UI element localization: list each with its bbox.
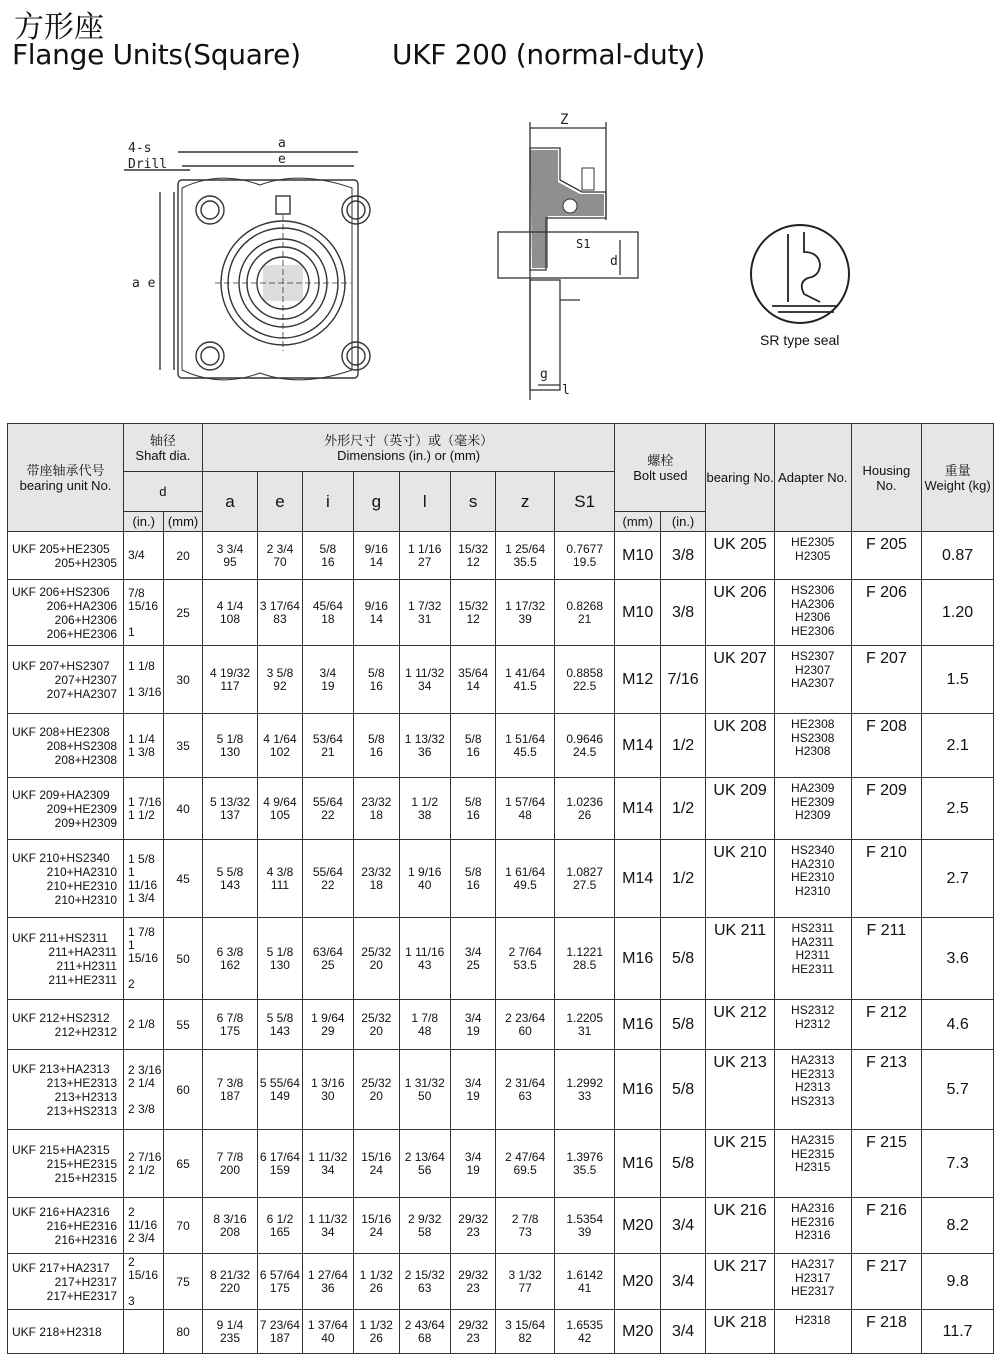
dim-d-label: d <box>610 254 618 269</box>
shaft-mm-cell: 80 <box>164 1310 202 1354</box>
dim-g-head: g <box>354 472 399 532</box>
bolt-in-cell: 5/8 <box>660 1050 705 1130</box>
dim-s1-cell: 1.2205 31 <box>554 1000 615 1050</box>
dim-a-head: a <box>202 472 258 532</box>
shaft-mm-cell: 60 <box>164 1050 202 1130</box>
unit-cell: UKF 216+HA2316 216+HE2316 216+H2316 <box>8 1198 124 1254</box>
housing-cell: F 213 <box>851 1050 922 1130</box>
dim-g-cell: 5/8 16 <box>354 646 399 714</box>
adapter-cell: HS2311 HA2311 H2311 HE2311 <box>774 918 851 1000</box>
dim-s-head: s <box>450 472 495 532</box>
unit-cell: UKF 218+H2318 <box>8 1310 124 1354</box>
dim-a-cell: 4 1/4 108 <box>202 580 258 646</box>
dim-z-cell: 1 41/64 41.5 <box>496 646 555 714</box>
table-row <box>8 918 994 1000</box>
adapter-cell: HA2315 HE2315 H2315 <box>774 1130 851 1198</box>
shaft-mm-cell: 40 <box>164 778 202 840</box>
dim-a-cell: 5 5/8 143 <box>202 840 258 918</box>
housing-cell: F 215 <box>851 1130 922 1198</box>
shaft-in-cell <box>124 1310 164 1354</box>
table-row <box>8 532 994 580</box>
bolt-in-cell: 5/8 <box>660 1000 705 1050</box>
unit-cell: UKF 209+HA2309 209+HE2309 209+H2309 <box>8 778 124 840</box>
adapter-cell: HE2308 HS2308 H2308 <box>774 714 851 778</box>
dim-e-cell: 4 1/64 102 <box>258 714 302 778</box>
dim-e-cell: 5 5/8 143 <box>258 1000 302 1050</box>
shaft-in-cell: 7/8 15/16 1 <box>124 580 164 646</box>
bolt-in-cell: 1/2 <box>660 778 705 840</box>
dim-a-cell: 5 1/8 130 <box>202 714 258 778</box>
table-row <box>8 1198 994 1254</box>
unit-cell: UKF 207+HS2307 207+H2307 207+HA2307 <box>8 646 124 714</box>
unit-cell: UKF 212+HS2312 212+H2312 <box>8 1000 124 1050</box>
dim-s1-cell: 1.3976 35.5 <box>554 1130 615 1198</box>
dim-e-cell: 4 3/8 111 <box>258 840 302 918</box>
dim-a-cell: 6 7/8 175 <box>202 1000 258 1050</box>
bolt-mm-cell: M10 <box>615 580 660 646</box>
dim-e-cell: 5 55/64 149 <box>258 1050 302 1130</box>
bearing-cell: UK 215 <box>706 1130 775 1198</box>
dim-e-cell: 7 23/64 187 <box>258 1310 302 1354</box>
dim-s-cell: 5/8 16 <box>450 840 495 918</box>
dim-a-cell: 7 3/8 187 <box>202 1050 258 1130</box>
dim-a-label: a <box>278 136 286 151</box>
shaft-in-cell: 2 15/16 3 <box>124 1254 164 1310</box>
dim-i-cell: 45/64 18 <box>302 580 353 646</box>
dim-z-cell: 1 17/32 39 <box>496 580 555 646</box>
bolt-in-head: (in.) <box>660 512 705 532</box>
bolt-in-cell: 5/8 <box>660 1130 705 1198</box>
table-row <box>8 1310 994 1354</box>
drill-label: Drill <box>128 157 168 172</box>
shaft-mm-head: (mm) <box>164 512 202 532</box>
dim-side-label: a e <box>132 276 156 291</box>
dim-e-cell: 3 17/64 83 <box>258 580 302 646</box>
dim-g-cell: 25/32 20 <box>354 1000 399 1050</box>
dim-s-cell: 5/8 16 <box>450 778 495 840</box>
bolt-mm-cell: M16 <box>615 1000 660 1050</box>
dim-i-cell: 55/64 22 <box>302 840 353 918</box>
dim-a-cell: 5 13/32 137 <box>202 778 258 840</box>
bolt-mm-cell: M12 <box>615 646 660 714</box>
col-bearing-header: bearing No. <box>706 424 775 532</box>
bolt-in-cell: 3/8 <box>660 580 705 646</box>
shaft-in-head: (in.) <box>124 512 164 532</box>
dim-l-cell: 1 9/16 40 <box>399 840 450 918</box>
bolt-mm-cell: M14 <box>615 778 660 840</box>
dim-z-cell: 1 61/64 49.5 <box>496 840 555 918</box>
bearing-cell: UK 212 <box>706 1000 775 1050</box>
unit-cell: UKF 210+HS2340 210+HA2310 210+HE2310 210+H2310 <box>8 840 124 918</box>
dim-g-cell: 15/16 24 <box>354 1130 399 1198</box>
dim-z-cell: 1 57/64 48 <box>496 778 555 840</box>
bolt-mm-cell: M16 <box>615 1050 660 1130</box>
dim-a-cell: 9 1/4 235 <box>202 1310 258 1354</box>
dim-s-cell: 15/32 12 <box>450 580 495 646</box>
bolt-mm-cell: M14 <box>615 840 660 918</box>
col-housing-header: Housing No. <box>851 424 922 532</box>
dim-l-cell: 2 43/64 68 <box>399 1310 450 1354</box>
dim-g-cell: 1 1/32 26 <box>354 1254 399 1310</box>
dim-s-cell: 3/4 19 <box>450 1130 495 1198</box>
dim-l-cell: 1 31/32 50 <box>399 1050 450 1130</box>
dim-l-cell: 1 1/16 27 <box>399 532 450 580</box>
dim-a-cell: 6 3/8 162 <box>202 918 258 1000</box>
dim-e-cell: 5 1/8 130 <box>258 918 302 1000</box>
dim-a-cell: 4 19/32 117 <box>202 646 258 714</box>
bolt-in-cell: 1/2 <box>660 840 705 918</box>
weight-cell: 5.7 <box>922 1050 994 1130</box>
shaft-in-cell: 2 11/16 2 3/4 <box>124 1198 164 1254</box>
bearing-cell: UK 205 <box>706 532 775 580</box>
bolt-mm-cell: M14 <box>615 714 660 778</box>
shaft-mm-cell: 45 <box>164 840 202 918</box>
dim-s1-cell: 1.1221 28.5 <box>554 918 615 1000</box>
adapter-cell: HE2305 H2305 <box>774 532 851 580</box>
dim-g-cell: 9/16 14 <box>354 532 399 580</box>
housing-cell: F 217 <box>851 1254 922 1310</box>
dim-s-cell: 5/8 16 <box>450 714 495 778</box>
dim-g-cell: 23/32 18 <box>354 778 399 840</box>
dim-s1-label: S1 <box>576 237 591 251</box>
dim-s1-cell: 1.2992 33 <box>554 1050 615 1130</box>
dim-s-cell: 3/4 19 <box>450 1050 495 1130</box>
series-title: UKF 200 (normal-duty) <box>392 38 706 71</box>
adapter-cell: HS2340 HA2310 HE2310 H2310 <box>774 840 851 918</box>
dim-s1-cell: 1.0236 26 <box>554 778 615 840</box>
table-row <box>8 714 994 778</box>
unit-cell: UKF 217+HA2317 217+H2317 217+HE2317 <box>8 1254 124 1310</box>
adapter-cell: HA2313 HE2313 H2313 HS2313 <box>774 1050 851 1130</box>
shaft-in-cell: 2 3/16 2 1/4 2 3/8 <box>124 1050 164 1130</box>
bearing-cell: UK 206 <box>706 580 775 646</box>
weight-cell: 7.3 <box>922 1130 994 1198</box>
adapter-cell: HA2316 HE2316 H2316 <box>774 1198 851 1254</box>
table-row <box>8 1050 994 1130</box>
dim-s-cell: 29/32 23 <box>450 1198 495 1254</box>
shaft-in-cell: 1 5/8 1 11/16 1 3/4 <box>124 840 164 918</box>
dim-g-cell: 23/32 18 <box>354 840 399 918</box>
dim-g-cell: 9/16 14 <box>354 580 399 646</box>
dim-l-head: l <box>399 472 450 532</box>
table-row <box>8 840 994 918</box>
dim-z-cell: 2 31/64 63 <box>496 1050 555 1130</box>
dim-s1-cell: 1.0827 27.5 <box>554 840 615 918</box>
shaft-mm-cell: 75 <box>164 1254 202 1310</box>
dim-l-cell: 2 9/32 58 <box>399 1198 450 1254</box>
shaft-mm-cell: 70 <box>164 1198 202 1254</box>
dim-i-cell: 53/64 21 <box>302 714 353 778</box>
housing-cell: F 211 <box>851 918 922 1000</box>
table-row <box>8 778 994 840</box>
table-row <box>8 1130 994 1198</box>
unit-cell: UKF 213+HA2313 213+HE2313 213+H2313 213+HS2313 <box>8 1050 124 1130</box>
shaft-in-cell: 1 7/8 1 15/16 2 <box>124 918 164 1000</box>
bearing-cell: UK 217 <box>706 1254 775 1310</box>
title-chinese: 方形座 <box>14 10 104 45</box>
shaft-in-cell: 2 1/8 <box>124 1000 164 1050</box>
shaft-mm-cell: 25 <box>164 580 202 646</box>
bolt-mm-cell: M20 <box>615 1310 660 1354</box>
dim-a-cell: 3 3/4 95 <box>202 532 258 580</box>
dim-z-label: Z <box>560 112 569 128</box>
weight-cell: 1.20 <box>922 580 994 646</box>
housing-cell: F 208 <box>851 714 922 778</box>
col-bolt-header: 螺栓 Bolt used <box>615 424 706 512</box>
dim-i-cell: 63/64 25 <box>302 918 353 1000</box>
seal-caption: SR type seal <box>760 332 840 348</box>
dim-i-cell: 1 3/16 30 <box>302 1050 353 1130</box>
adapter-cell: H2318 <box>774 1310 851 1354</box>
dim-i-cell: 3/4 19 <box>302 646 353 714</box>
dim-a-cell: 7 7/8 200 <box>202 1130 258 1198</box>
dim-i-cell: 5/8 16 <box>302 532 353 580</box>
spec-table <box>7 423 994 1354</box>
bolt-in-cell: 3/8 <box>660 532 705 580</box>
dim-z-cell: 1 25/64 35.5 <box>496 532 555 580</box>
dim-g-cell: 25/32 20 <box>354 1050 399 1130</box>
dim-i-cell: 1 9/64 29 <box>302 1000 353 1050</box>
col-weight-header: 重量 Weight (kg) <box>922 424 994 532</box>
housing-cell: F 210 <box>851 840 922 918</box>
col-shaft-header: 轴径 Shaft dia. <box>124 424 203 472</box>
bolt-in-cell: 5/8 <box>660 918 705 1000</box>
table-row <box>8 580 994 646</box>
table-row <box>8 1000 994 1050</box>
housing-cell: F 218 <box>851 1310 922 1354</box>
unit-cell: UKF 206+HS2306 206+HA2306 206+H2306 206+HE2306 <box>8 580 124 646</box>
dim-i-cell: 1 37/64 40 <box>302 1310 353 1354</box>
shaft-mm-cell: 30 <box>164 646 202 714</box>
holes-label: 4-s <box>128 141 152 156</box>
unit-cell: UKF 215+HA2315 215+HE2315 215+H2315 <box>8 1130 124 1198</box>
shaft-mm-cell: 50 <box>164 918 202 1000</box>
shaft-in-cell: 2 7/16 2 1/2 <box>124 1130 164 1198</box>
dim-s-cell: 35/64 14 <box>450 646 495 714</box>
dim-i-cell: 1 27/64 36 <box>302 1254 353 1310</box>
shaft-mm-cell: 20 <box>164 532 202 580</box>
bearing-cell: UK 218 <box>706 1310 775 1354</box>
bolt-in-cell: 7/16 <box>660 646 705 714</box>
weight-cell: 2.5 <box>922 778 994 840</box>
adapter-cell: HS2312 H2312 <box>774 1000 851 1050</box>
title-english: Flange Units(Square) <box>12 38 301 71</box>
dim-s1-cell: 0.8268 21 <box>554 580 615 646</box>
dim-z-cell: 2 23/64 60 <box>496 1000 555 1050</box>
unit-cell: UKF 211+HS2311 211+HA2311 211+H2311 211+HE2311 <box>8 918 124 1000</box>
dim-s-cell: 3/4 19 <box>450 1000 495 1050</box>
dim-l-cell: 1 1/2 38 <box>399 778 450 840</box>
shaft-mm-cell: 55 <box>164 1000 202 1050</box>
dim-g-cell: 5/8 16 <box>354 714 399 778</box>
bolt-in-cell: 3/4 <box>660 1198 705 1254</box>
unit-cell: UKF 208+HE2308 208+HS2308 208+H2308 <box>8 714 124 778</box>
dim-s1-cell: 1.6535 42 <box>554 1310 615 1354</box>
dim-z-cell: 2 7/64 53.5 <box>496 918 555 1000</box>
dim-g-cell: 15/16 24 <box>354 1198 399 1254</box>
dim-g-cell: 25/32 20 <box>354 918 399 1000</box>
dim-z-cell: 2 7/8 73 <box>496 1198 555 1254</box>
shaft-in-cell: 1 7/16 1 1/2 <box>124 778 164 840</box>
dim-e-cell: 3 5/8 92 <box>258 646 302 714</box>
dim-z-cell: 3 1/32 77 <box>496 1254 555 1310</box>
dim-e-head: e <box>258 472 302 532</box>
dim-i-head: i <box>302 472 353 532</box>
bolt-in-cell: 1/2 <box>660 714 705 778</box>
weight-cell: 3.6 <box>922 918 994 1000</box>
table-row <box>8 646 994 714</box>
dim-s1-cell: 1.5354 39 <box>554 1198 615 1254</box>
bolt-mm-head: (mm) <box>615 512 660 532</box>
housing-cell: F 206 <box>851 580 922 646</box>
dim-s1-cell: 0.7677 19.5 <box>554 532 615 580</box>
table-row <box>8 1254 994 1310</box>
housing-cell: F 212 <box>851 1000 922 1050</box>
dim-l-cell: 1 11/32 34 <box>399 646 450 714</box>
weight-cell: 1.5 <box>922 646 994 714</box>
dim-z-cell: 3 15/64 82 <box>496 1310 555 1354</box>
bolt-in-cell: 3/4 <box>660 1254 705 1310</box>
dim-l-cell: 2 15/32 63 <box>399 1254 450 1310</box>
dim-z-cell: 2 47/64 69.5 <box>496 1130 555 1198</box>
dim-e-cell: 6 57/64 175 <box>258 1254 302 1310</box>
dim-l-cell: 1 7/32 31 <box>399 580 450 646</box>
dim-s1-cell: 1.6142 41 <box>554 1254 615 1310</box>
unit-cell: UKF 205+HE2305 205+H2305 <box>8 532 124 580</box>
bolt-mm-cell: M16 <box>615 1130 660 1198</box>
housing-cell: F 205 <box>851 532 922 580</box>
dim-s-cell: 15/32 12 <box>450 532 495 580</box>
weight-cell: 11.7 <box>922 1310 994 1354</box>
bearing-cell: UK 207 <box>706 646 775 714</box>
bolt-mm-cell: M20 <box>615 1198 660 1254</box>
dim-s1-cell: 0.8858 22.5 <box>554 646 615 714</box>
dim-a-cell: 8 3/16 208 <box>202 1198 258 1254</box>
weight-cell: 9.8 <box>922 1254 994 1310</box>
shaft-mm-cell: 35 <box>164 714 202 778</box>
dim-s1-cell: 0.9646 24.5 <box>554 714 615 778</box>
bearing-cell: UK 213 <box>706 1050 775 1130</box>
bolt-mm-cell: M16 <box>615 918 660 1000</box>
shaft-in-cell: 1 1/8 1 3/16 <box>124 646 164 714</box>
dim-e-cell: 6 17/64 159 <box>258 1130 302 1198</box>
dim-e-cell: 6 1/2 165 <box>258 1198 302 1254</box>
weight-cell: 2.7 <box>922 840 994 918</box>
front-view-drawing <box>120 130 390 400</box>
housing-cell: F 207 <box>851 646 922 714</box>
dim-e-label: e <box>278 152 286 167</box>
dim-i-cell: 1 11/32 34 <box>302 1130 353 1198</box>
shaft-in-cell: 3/4 <box>124 532 164 580</box>
dim-s1-head: S1 <box>554 472 615 532</box>
dim-e-cell: 4 9/64 105 <box>258 778 302 840</box>
shaft-mm-cell: 65 <box>164 1130 202 1198</box>
sr-seal-detail <box>748 222 852 326</box>
bearing-cell: UK 209 <box>706 778 775 840</box>
shaft-in-cell: 1 1/4 1 3/8 <box>124 714 164 778</box>
dim-i-cell: 1 11/32 34 <box>302 1198 353 1254</box>
dim-s-cell: 29/32 23 <box>450 1254 495 1310</box>
col-unit-header: 带座轴承代号 bearing unit No. <box>8 424 124 532</box>
dim-s-cell: 29/32 23 <box>450 1310 495 1354</box>
dim-i-cell: 55/64 22 <box>302 778 353 840</box>
bolt-mm-cell: M20 <box>615 1254 660 1310</box>
dim-l-cell: 1 7/8 48 <box>399 1000 450 1050</box>
shaft-d-label: d <box>124 472 203 512</box>
weight-cell: 8.2 <box>922 1198 994 1254</box>
dim-g-cell: 1 1/32 26 <box>354 1310 399 1354</box>
dim-z-cell: 1 51/64 45.5 <box>496 714 555 778</box>
bolt-in-cell: 3/4 <box>660 1310 705 1354</box>
side-view-drawing <box>490 110 650 400</box>
adapter-cell: HA2317 H2317 HE2317 <box>774 1254 851 1310</box>
bolt-mm-cell: M10 <box>615 532 660 580</box>
weight-cell: 4.6 <box>922 1000 994 1050</box>
adapter-cell: HA2309 HE2309 H2309 <box>774 778 851 840</box>
dim-l-cell: 1 13/32 36 <box>399 714 450 778</box>
dim-l-cell: 2 13/64 56 <box>399 1130 450 1198</box>
weight-cell: 2.1 <box>922 714 994 778</box>
adapter-cell: HS2307 H2307 HA2307 <box>774 646 851 714</box>
dim-l-label: l <box>562 383 570 398</box>
bearing-cell: UK 208 <box>706 714 775 778</box>
dim-l-cell: 1 11/16 43 <box>399 918 450 1000</box>
col-dim-header: 外形尺寸（英寸）或（毫米） Dimensions (in.) or (mm) <box>202 424 615 472</box>
bearing-cell: UK 210 <box>706 840 775 918</box>
dim-e-cell: 2 3/4 70 <box>258 532 302 580</box>
housing-cell: F 216 <box>851 1198 922 1254</box>
dim-a-cell: 8 21/32 220 <box>202 1254 258 1310</box>
dim-s-cell: 3/4 25 <box>450 918 495 1000</box>
dim-z-head: z <box>496 472 555 532</box>
col-adapter-header: Adapter No. <box>774 424 851 532</box>
adapter-cell: HS2306 HA2306 H2306 HE2306 <box>774 580 851 646</box>
weight-cell: 0.87 <box>922 532 994 580</box>
housing-cell: F 209 <box>851 778 922 840</box>
bearing-cell: UK 216 <box>706 1198 775 1254</box>
bearing-cell: UK 211 <box>706 918 775 1000</box>
dim-g-label: g <box>540 367 548 382</box>
